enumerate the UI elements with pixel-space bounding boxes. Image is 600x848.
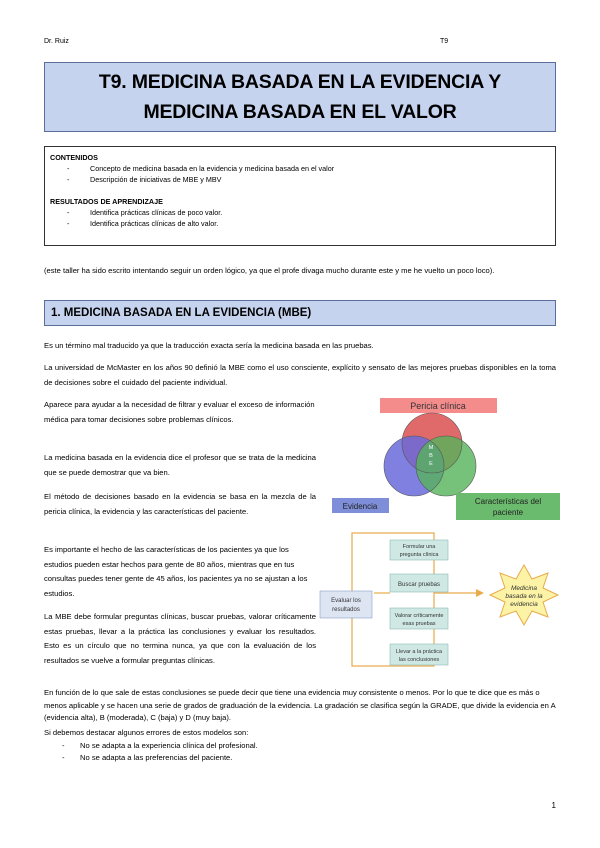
paragraph: Si debemos destacar algunos errores de estos modelos son: xyxy=(44,728,249,737)
outcomes-heading: RESULTADOS DE APRENDIZAJE xyxy=(50,197,163,206)
venn-center-m: M xyxy=(428,445,434,451)
section-heading: 1. MEDICINA BASADA EN LA EVIDENCIA (MBE) xyxy=(44,300,556,326)
paragraph: La medicina basada en la evidencia dice el profesor que se trata de la medicina que se puede demostrar que va bien. xyxy=(44,453,316,477)
paragraph: Es importante el hecho de las características de los pacientes ya que los estudios pueden estar hechos para gente de 80 años, mientras que en tus consultas puedes tener gente de 45 años, los pacientes ya no se ajustan a los estudios. xyxy=(44,545,308,598)
flow-evaluate-text-2: resultados xyxy=(332,607,360,613)
paragraph: Es un término mal traducido ya que la traducción exacta sería la medicina basada en las pruebas. xyxy=(44,341,374,350)
contents-item: - Concepto de medicina basada en la evidencia y medicina basada en el valor xyxy=(50,163,550,174)
outcome-item: - Identifica prácticas clínicas de alto valor. xyxy=(50,218,550,229)
venn-center-b: B xyxy=(429,453,433,459)
venn-right-label-2: paciente xyxy=(492,508,524,517)
errors-list xyxy=(44,740,556,763)
venn-right-label-1: Características del xyxy=(474,497,542,506)
list-item: - No se adapta a la experiencia clínica del profesional. xyxy=(44,740,556,752)
contents-box xyxy=(44,146,556,246)
page-title xyxy=(44,62,556,132)
flow-step-text: Formular una xyxy=(402,544,436,550)
paragraph: La universidad de McMaster en los años 90 definió la MBE como el uso consciente, explícito y sensato de las mejores pruebas disponibles en la toma de decisiones sobre el cuidado del paciente individual. xyxy=(44,363,556,387)
contents-heading: CONTENIDOS xyxy=(50,153,98,162)
author-note: (este taller ha sido escrito intentando seguir un orden lógico, ya que el profe divaga mucho durante este y me he vuelto un poco loco). xyxy=(44,266,495,275)
flow-step-text: Buscar pruebas xyxy=(397,582,441,588)
flow-step-text: Llevar a la práctica xyxy=(395,649,443,655)
flow-evaluate-box xyxy=(320,591,372,618)
mbe-cycle-diagram xyxy=(318,532,562,668)
flow-arrowhead xyxy=(476,589,484,597)
venn-diagram xyxy=(330,394,560,524)
outcome-item: - Identifica prácticas clínicas de poco valor. xyxy=(50,207,550,218)
title-line-2: MEDICINA BASADA EN EL VALOR xyxy=(143,101,457,123)
star-text-2: basada en la xyxy=(505,593,543,600)
star-text-1: Medicina xyxy=(510,585,538,592)
star-text-3: evidencia xyxy=(510,601,538,608)
venn-center-e: E xyxy=(429,461,433,467)
header-topic: T9 xyxy=(440,38,449,45)
list-item: - No se adapta a las preferencias del paciente. xyxy=(44,752,556,764)
header-author: Dr. Ruiz xyxy=(44,38,69,45)
flow-step-text: las conclusiones xyxy=(398,657,440,663)
venn-circle-paciente xyxy=(416,436,476,496)
paragraph: La MBE debe formular preguntas clínicas, buscar pruebas, valorar críticamente estas pruebas, llevar a la práctica las conclusiones y evaluar los resultados. Esto es un círculo que no termina nunca, ya que con la evaluación de los resultados se vuelve a formular preguntas clínicas. xyxy=(44,612,316,665)
flow-evaluate-text-1: Evaluar los xyxy=(331,598,361,604)
contents-item: - Descripción de iniciativas de MBE y MBV xyxy=(50,174,550,185)
page-number: 1 xyxy=(551,801,556,810)
flow-step-text: pregunta clínica xyxy=(399,552,439,558)
paragraph: El método de decisiones basado en la evidencia se basa en la mezcla de la pericia clínica, la evidencia y las características del paciente. xyxy=(44,492,316,516)
flow-step-text: esas pruebas xyxy=(402,621,436,627)
venn-left-label: Evidencia xyxy=(342,502,378,511)
paragraph: Aparece para ayudar a la necesidad de filtrar y evaluar el exceso de información médica para tomar decisiones sobre problemas clínicos. xyxy=(44,400,315,424)
paragraph: En función de lo que sale de estas conclusiones se puede decir que tiene una evidencia muy consistente o menos. Por lo que te dice que es más o menos aplicable y se hacen una serie de grados de graduación de la evidencia. La gradación se clasifica según la GRADE, que divide la evidencia en A (evidencia alta), B (moderada), C (baja) y D (muy baja). xyxy=(44,688,556,722)
title-line-1: T9. MEDICINA BASADA EN LA EVIDENCIA Y xyxy=(98,71,502,93)
flow-step-text: Valorar críticamente xyxy=(394,613,444,619)
venn-top-label: Pericia clínica xyxy=(410,401,466,411)
